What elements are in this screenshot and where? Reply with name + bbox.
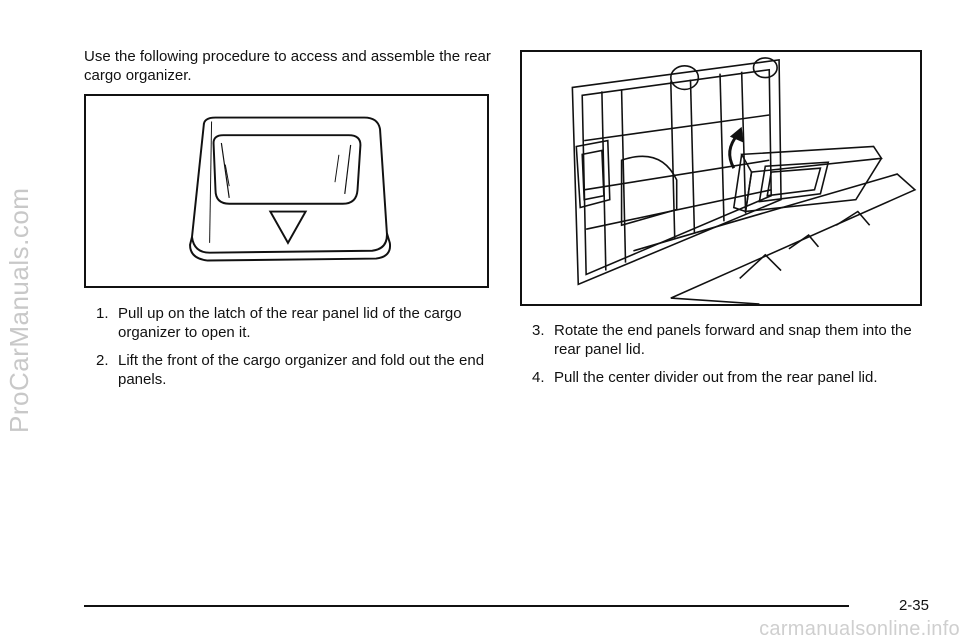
- step-item: [520, 321, 930, 359]
- intro-paragraph: Use the following procedure to access and assemble the rear cargo organizer.: [84, 48, 491, 84]
- step-text: Pull the center divider out from the rear panel lid.: [554, 369, 878, 386]
- cargo-organizer-illustration: [520, 50, 922, 306]
- footer-watermark: carmanualsonline.info: [759, 618, 960, 640]
- step-text: Pull up on the latch of the rear panel lid of the cargo organizer to open it.: [118, 305, 462, 341]
- step-number: 2.: [96, 352, 109, 369]
- footer-rule: [84, 605, 849, 607]
- latch-illustration: [84, 94, 489, 288]
- side-watermark: ProCarManuals.com: [4, 187, 34, 433]
- latch-drawing: [86, 96, 487, 286]
- step-item: [520, 368, 930, 387]
- step-item: [84, 351, 504, 389]
- steps-list-right: [520, 321, 930, 396]
- step-number: 4.: [532, 369, 545, 386]
- step-text: Rotate the end panels forward and snap them into the rear panel lid.: [554, 322, 912, 358]
- page-number: 2-35: [898, 597, 929, 614]
- step-number: 3.: [532, 322, 545, 339]
- step-number: 1.: [96, 305, 109, 322]
- steps-list-left: [84, 304, 504, 398]
- cargo-organizer-drawing: [522, 52, 920, 304]
- step-item: [84, 304, 504, 342]
- step-text: Lift the front of the cargo organizer and fold out the end panels.: [118, 352, 485, 388]
